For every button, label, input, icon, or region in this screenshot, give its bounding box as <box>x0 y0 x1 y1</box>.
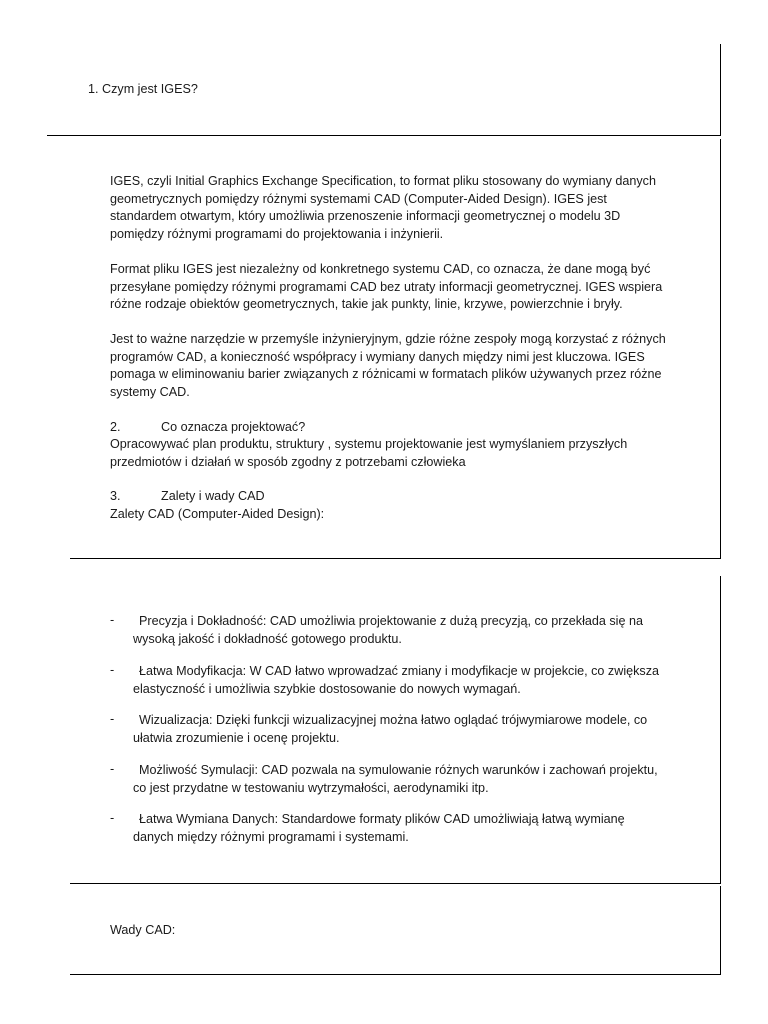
paragraph-line: różne rodzaje obiektów geometrycznych, takie jak punkty, linie, krzywe, powierzchnie i bryły. <box>110 297 623 311</box>
bullet-dash: - <box>110 663 115 677</box>
bullet-line: wysoką jakość i dokładność gotowego produktu. <box>133 631 402 646</box>
paragraph-line: standardem otwartym, który umożliwia przenoszenie informacji geometrycznej o modelu 3D <box>110 209 621 223</box>
question-2-number: 2. <box>110 420 121 434</box>
paragraph-line: Opracowywać plan produktu, struktury , systemu projektowanie jest wymyślaniem przyszłych <box>110 437 628 451</box>
question-1-heading: 1. Czym jest IGES? <box>88 82 198 96</box>
paragraph-line: programów CAD, a konieczność współpracy i wymiany danych między nimi jest kluczowa. IGES <box>110 349 645 364</box>
cad-disadvantages-heading: Wady CAD: <box>110 923 176 937</box>
list-item <box>133 762 658 797</box>
list-item <box>133 663 659 698</box>
bullet-line: ułatwia zrozumienie i ocenę projektu. <box>133 730 340 745</box>
bullet-dash: - <box>110 762 115 776</box>
bullet-line: Możliwość Symulacji: CAD pozwala na symulowanie różnych warunków i zachowań projektu, <box>139 763 658 777</box>
question-3-number: 3. <box>110 489 121 503</box>
section3-right-border <box>720 576 721 884</box>
bullet-line: Precyzja i Dokładność: CAD umożliwia projektowanie z dużą precyzją, co przekłada się na <box>139 614 643 628</box>
question-2-title: Co oznacza projektować? <box>161 420 306 434</box>
paragraph-line: geometrycznych pomiędzy różnymi systemami CAD (Computer-Aided Design). IGES jest <box>110 191 607 206</box>
paragraph-line: Jest to ważne narzędzie w przemyśle inżynieryjnym, gdzie różne zespoły mogą korzystać z różnych <box>110 332 666 346</box>
cad-advantages-subheading: Zalety CAD (Computer-Aided Design): <box>110 507 325 521</box>
section2-bottom-border <box>70 558 721 559</box>
paragraph-line: pomaga w eliminowaniu barier związanych z różnicami w formatach plików używanych przez różne <box>110 367 662 381</box>
bullet-line: co jest przydatne w testowaniu wytrzymałości, aerodynamiki itp. <box>133 780 489 795</box>
section3-bottom-border <box>70 883 721 884</box>
bullet-line: Łatwa Wymiana Danych: Standardowe formaty plików CAD umożliwiają łatwą wymianę <box>139 812 625 826</box>
bullet-line: Wizualizacja: Dzięki funkcji wizualizacyjnej można łatwo oglądać trójwymiarowe modele, co <box>139 713 648 727</box>
section4-right-border <box>720 886 721 975</box>
bullet-dash: - <box>110 811 115 825</box>
list-item <box>133 613 643 648</box>
bullet-line: Łatwa Modyfikacja: W CAD łatwo wprowadzać zmiany i modyfikacje w projekcie, co zwiększa <box>139 664 660 678</box>
bullet-line: elastyczność i umożliwia szybkie dostosowanie do nowych wymagań. <box>133 681 521 696</box>
paragraph-line: pomiędzy różnymi programami do projektowania i inżynierii. <box>110 226 444 241</box>
section4-bottom-border <box>70 974 721 975</box>
iges-paragraph-2 <box>110 261 662 314</box>
bullet-dash: - <box>110 613 115 627</box>
iges-paragraph-3 <box>110 331 666 401</box>
paragraph-line: przesyłane pomiędzy różnymi programami CAD bez utraty informacji geometrycznej. IGES wspiera <box>110 279 663 294</box>
section1-right-border <box>720 44 721 136</box>
section1-bottom-border <box>47 135 721 136</box>
paragraph-line: Format pliku IGES jest niezależny od konkretnego systemu CAD, co oznacza, że dane mogą być <box>110 262 651 276</box>
paragraph-line: IGES, czyli Initial Graphics Exchange Specification, to format pliku stosowany do wymiany danych <box>110 174 656 188</box>
list-item <box>133 712 647 747</box>
list-item <box>133 811 625 846</box>
paragraph-line: przedmiotów i działań w sposób zgodny z potrzebami człowieka <box>110 454 466 469</box>
question-2-answer <box>110 436 627 471</box>
question-3-title: Zalety i wady CAD <box>161 489 265 503</box>
bullet-dash: - <box>110 712 115 726</box>
bullet-line: danych między różnymi programami i systemami. <box>133 829 409 844</box>
paragraph-line: systemy CAD. <box>110 384 190 399</box>
iges-paragraph-1 <box>110 173 656 243</box>
section2-right-border <box>720 139 721 559</box>
